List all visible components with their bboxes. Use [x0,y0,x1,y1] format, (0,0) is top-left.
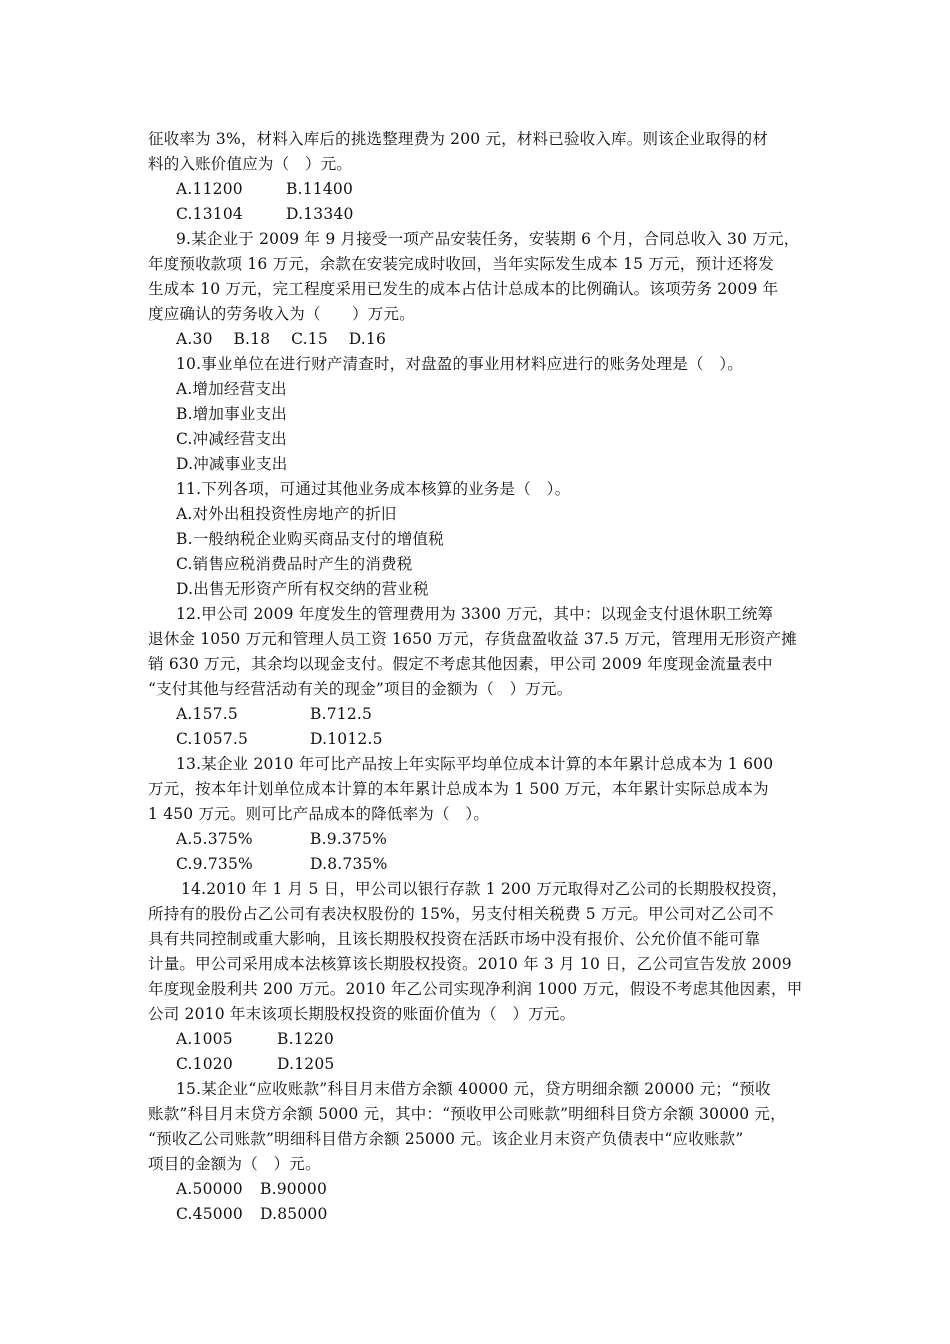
q9-options: A.30 B.18 C.15 D.16 [176,330,387,348]
q15-line-3: “预收乙公司账款”明细科目借方余额 25000 元。该企业月末资产负债表中“应收账款” [148,1130,744,1148]
q12-option-d: D.1012.5 [310,730,383,748]
q8-option-d: D.13340 [286,205,354,223]
q11-option-a: A.对外出租投资性房地产的折旧 [176,505,397,523]
q13-option-c: C.9.735% [176,855,253,873]
q14-line-2: 所持有的股份占乙公司有表决权股份的 15%，另支付相关税费 5 万元。甲公司对乙公司不 [148,905,774,923]
q14-option-b: B.1220 [277,1030,334,1048]
q9-line-2: 年度预收款项 16 万元，余款在安装完成时收回，当年实际发生成本 15 万元，预计还将发 [148,255,774,273]
q14-line-3: 具有共同控制或重大影响，且该长期股权投资在活跃市场中没有报价、公允价值不能可靠 [148,930,761,948]
q13-line-2: 万元，按本年计划单位成本计算的本年累计总成本为 1 500 万元，本年累计实际总成本为 [148,780,769,798]
q10-option-a: A.增加经营支出 [176,380,287,398]
q9-line-1: 9.某企业于 2009 年 9 月接受一项产品安装任务，安装期 6 个月，合同总收入 30 万元， [176,230,800,248]
q14-option-d: D.1205 [277,1055,335,1073]
q13-option-d: D.8.735% [310,855,388,873]
q11-option-d: D.出售无形资产所有权交纳的营业税 [176,580,429,598]
q13-option-b: B.9.375% [310,830,388,848]
q10-option-c: C.冲减经营支出 [176,430,287,448]
q11-option-c: C.销售应税消费品时产生的消费税 [176,555,413,573]
q8-option-a: A.11200 [176,180,243,198]
q11-line-1: 11.下列各项，可通过其他业务成本核算的业务是（ ）。 [176,480,571,498]
q15-option-a: A.50000 [176,1180,243,1198]
q15-line-2: 账款”科目月末贷方余额 5000 元，其中：“预收甲公司账款”明细科目贷方余额 30000 元， [148,1105,786,1123]
q8-option-b: B.11400 [286,180,354,198]
q14-option-c: C.1020 [176,1055,233,1073]
q8-option-c: C.13104 [176,205,243,223]
q14-line-4: 计量。甲公司采用成本法核算该长期股权投资。2010 年 3 月 10 日，乙公司宣告发放 2009 [148,955,792,973]
q14-line-5: 年度现金股利共 200 万元。2010 年乙公司实现净利润 1000 万元，假设不考虑其他因素，甲 [148,980,803,998]
q10-option-d: D.冲减事业支出 [176,455,288,473]
q12-line-3: 销 630 万元，其余均以现金支付。假定不考虑其他因素，甲公司 2009 年度现金流量表中 [148,655,773,673]
q12-line-1: 12.甲公司 2009 年度发生的管理费用为 3300 万元，其中：以现金支付退休职工统筹 [176,605,774,623]
q15-option-c: C.45000 [176,1205,243,1223]
q13-line-1: 13.某企业 2010 年可比产品按上年实际平均单位成本计算的本年累计总成本为 1 600 [176,755,774,773]
q12-line-2: 退休金 1050 万元和管理人员工资 1650 万元，存货盘盈收益 37.5 万元，管理用无形资产摊 [148,630,797,648]
q12-line-4: “支付其他与经营活动有关的现金”项目的金额为（ ）万元。 [148,680,573,698]
q15-option-d: D.85000 [260,1205,328,1223]
q15-option-b: B.90000 [260,1180,328,1198]
q10-line-1: 10.事业单位在进行财产清查时，对盘盈的事业用材料应进行的账务处理是（ ）。 [176,355,744,373]
q14-option-a: A.1005 [176,1030,233,1048]
q14-line-1: 14.2010 年 1 月 5 日，甲公司以银行存款 1 200 万元取得对乙公司的长期股权投资， [181,880,788,898]
q10-option-b: B.增加事业支出 [176,405,287,423]
q14-line-6: 公司 2010 年末该项长期股权投资的账面价值为（ ）万元。 [148,1005,576,1023]
q13-line-3: 1 450 万元。则可比产品成本的降低率为（ ）。 [148,805,490,823]
q8-line-1: 征收率为 3%，材料入库后的挑选整理费为 200 元，材料已验收入库。则该企业取得的材 [148,130,769,148]
q15-line-4: 项目的金额为（ ）元。 [148,1155,321,1173]
q13-option-a: A.5.375% [176,830,253,848]
q8-line-2: 料的入账价值应为（ ）元。 [148,155,353,173]
q12-option-b: B.712.5 [310,705,373,723]
q11-option-b: B.一般纳税企业购买商品支付的增值税 [176,530,444,548]
q12-option-c: C.1057.5 [176,730,249,748]
q15-line-1: 15.某企业“应收账款”科目月末借方余额 40000 元，贷方明细余额 20000 元；“预收 [176,1080,771,1098]
q9-line-3: 生成本 10 万元，完工程度采用已发生的成本占估计总成本的比例确认。该项劳务 2009 年 [148,280,779,298]
q9-line-4: 度应确认的劳务收入为（ ）万元。 [148,305,415,323]
q12-option-a: A.157.5 [176,705,238,723]
